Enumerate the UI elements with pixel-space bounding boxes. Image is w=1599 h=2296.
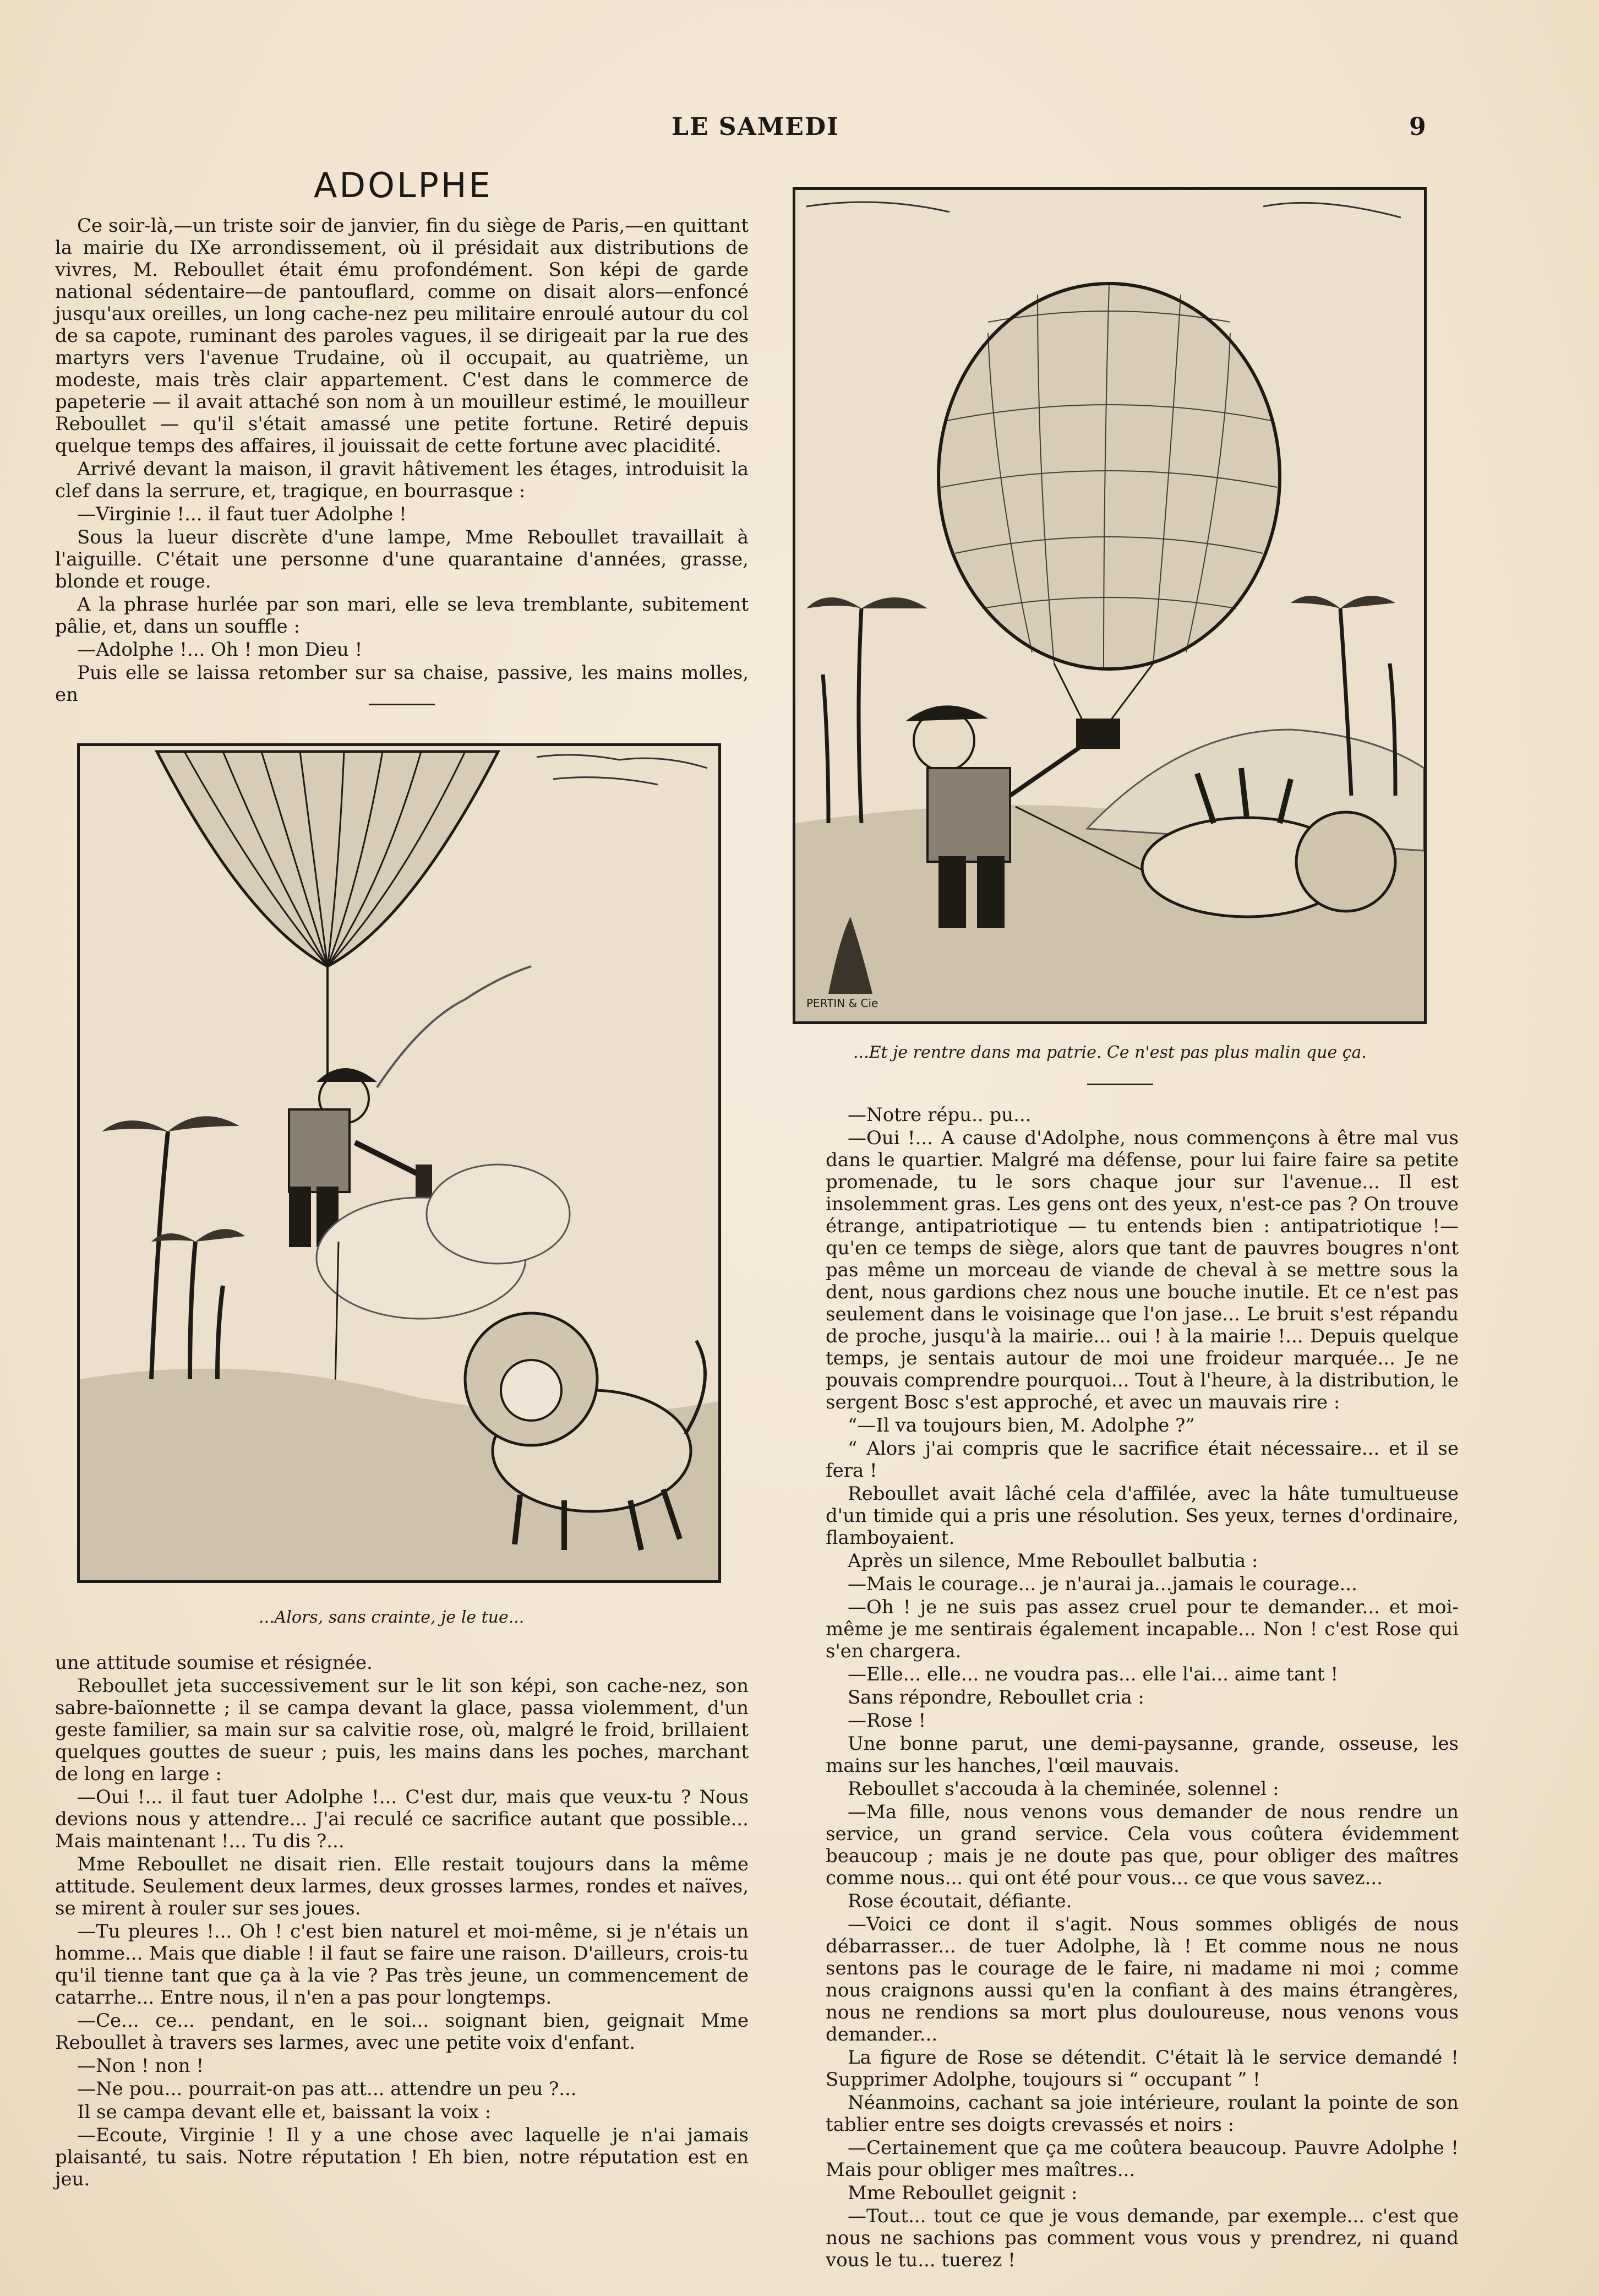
balloon-lion-drawing (80, 746, 718, 1580)
paragraph: Arrivé devant la maison, il gravit hâtivement les étages, introduisit la clef dans la serrure, et, tragique, en bourrasque : (55, 458, 749, 502)
paragraph: La figure de Rose se détendit. C'était là le service demandé ! Supprimer Adolphe, toujours si “ occupant ” ! (826, 2047, 1459, 2091)
running-head: LE SAMEDI (672, 113, 839, 141)
paragraph: une attitude soumise et résignée. (55, 1652, 373, 1674)
paragraph: —Rose ! (848, 1710, 926, 1732)
balloon-dead-lion-drawing (795, 190, 1424, 1021)
paragraph: —Oui !... il faut tuer Adolphe !... C'est dur, mais que veux-tu ? Nous devions nous y attendre... J'ai reculé ce sacrifice autant que possible... Mais maintenant !... Tu dis ?... (55, 1786, 749, 1852)
paragraph: —Oh ! je ne suis pas assez cruel pour te demander... et moi-même je me sentirais également incapable... Non ! c'est Rose qui s'en chargera. (826, 1596, 1459, 1662)
paragraph: Ce soir-là,—un triste soir de janvier, fin du siège de Paris,—en quittant la mairie du IXe arrondissement, où il présidait aux distributions de vivres, M. Reboullet était ému profondément. Son képi de garde national sédentaire—de pantouflard, comme on disait alors—enfoncé jusqu'aux oreilles, un long cache-nez peu militaire enroulé autour du col de sa capote, ruminant des paroles vagues, il se dirigeait par la rue des martyrs vers l'avenue Trudaine, où il occupait, au quatrième, un modeste, mais très clair appartement. C'est dans le commerce de papeterie — il avait attaché son nom à un mouilleur estimé, le mouilleur Reboullet — qu'il s'était amassé une petite fortune. Retiré depuis quelque temps des affaires, il jouissait de cette fortune avec placidité. (55, 215, 749, 457)
paragraph: Reboullet avait lâché cela d'affilée, avec la hâte tumultueuse d'un timide qui a pris une résolution. Ses yeux, ternes d'ordinaire, flamboyaient. (826, 1483, 1459, 1549)
section-rule (1087, 1084, 1153, 1085)
paragraph: Une bonne parut, une demi-paysanne, grande, osseuse, les mains sur les hanches, l'œil mauvais. (826, 1733, 1459, 1777)
paragraph: —Ce... ce... pendant, en le soi... soignant bien, geignait Mme Reboullet à travers ses larmes, avec une petite voix d'enfant. (55, 2010, 749, 2054)
paragraph: Mme Reboullet ne disait rien. Elle restait toujours dans la même attitude. Seulement deux larmes, deux grosses larmes, rondes et naïves, se mirent à rouler sur ses joues. (55, 1853, 749, 1919)
paragraph: —Certainement que ça me coûtera beaucoup. Pauvre Adolphe ! Mais pour obliger mes maîtres... (826, 2137, 1459, 2181)
paragraph: —Elle... elle... ne voudra pas... elle l'ai... aime tant ! (848, 1663, 1339, 1685)
paragraph: “—Il va toujours bien, M. Adolphe ?” (848, 1414, 1195, 1437)
paragraph: —Ecoute, Virginie ! Il y a une chose avec laquelle je n'ai jamais plaisanté, tu sais. Notre réputation ! Eh bien, notre réputation est en jeu. (55, 2124, 749, 2190)
paragraph: “ Alors j'ai compris que le sacrifice était nécessaire... et il se fera ! (826, 1438, 1459, 1482)
paragraph: —Oui !... A cause d'Adolphe, nous commençons à être mal vus dans le quartier. Malgré ma défense, pour lui faire faire sa petite promenade, tu le sors chaque jour sur l'avenue... Il est insolemment gras. Les gens ont des yeux, n'est-ce pas ? On trouve étrange, antipatriotique — tu entends bien : antipatriotique !—qu'en ce temps de siège, alors que tant de pauvres bougres n'ont pas même un morceau de viande de cheval à se mettre sous la dent, nous gardions chez nous une bouche inutile. Et ce n'est pas seulement dans le voisinage que l'on jase... Le bruit s'est répandu de proche, jusqu'à la mairie... oui ! à la mairie !... Depuis quelque temps, je sentais autour de moi une froideur marquée... Je ne pouvais comprendre pourquoi... Tout à l'heure, à la distribution, le sergent Bosc s'est approché, et avec un mauvais rire : (826, 1127, 1459, 1413)
paragraph: Rose écoutait, défiante. (848, 1890, 1072, 1912)
illustration-caption: ...Et je rentre dans ma patrie. Ce n'est pas plus malin que ça. (853, 1043, 1367, 1062)
illustration-balloon-lion-shooting (77, 743, 721, 1583)
paragraph: —Tout... tout ce que je vous demande, par exemple... c'est que nous ne sachions pas comment vous vous y prendrez, ni quand vous le tu... tuerez ! (826, 2205, 1459, 2271)
paragraph: Sans répondre, Reboullet cria : (848, 1686, 1144, 1709)
paragraph: —Virginie !... il faut tuer Adolphe ! (77, 503, 407, 525)
paragraph: —Tu pleures !... Oh ! c'est bien naturel et moi-même, si je n'étais un homme... Mais que diable ! il faut se faire une raison. D'ailleurs, crois-tu qu'il tienne tant que ça à la vie ? Pas très jeune, un commencement de catarrhe... Entre nous, il n'en a pas pour longtemps. (55, 1920, 749, 2009)
story-title: ADOLPHE (314, 165, 493, 205)
paragraph: —Mais le courage... je n'aurai ja...jamais le courage... (848, 1573, 1357, 1595)
page-header (66, 113, 1442, 146)
paragraph: Après un silence, Mme Reboullet balbutia : (848, 1550, 1258, 1572)
paragraph: Il se campa devant elle et, baissant la voix : (77, 2101, 492, 2123)
illustrator-signature: PERTIN & Cie (806, 997, 878, 1010)
right-column-bottom (826, 1104, 1459, 2272)
page-number: 9 (1409, 113, 1426, 141)
paragraph: Reboullet s'accouda à la cheminée, solennel : (848, 1778, 1279, 1800)
illustration-balloon-lion-dragging (793, 187, 1427, 1024)
left-column-bottom (55, 1652, 749, 2191)
illustration-caption: ...Alors, sans crainte, je le tue... (259, 1608, 525, 1627)
paragraph: —Adolphe !... Oh ! mon Dieu ! (77, 639, 363, 661)
paragraph: Mme Reboullet geignit : (848, 2182, 1078, 2204)
paragraph: A la phrase hurlée par son mari, elle se leva tremblante, subitement pâlie, et, dans un souffle : (55, 594, 749, 638)
paragraph: Néanmoins, cachant sa joie intérieure, roulant la pointe de son tablier entre ses doigts crevassés et noirs : (826, 2092, 1459, 2136)
section-rule (369, 704, 435, 705)
paragraph: —Non ! non ! (77, 2055, 204, 2077)
paragraph: —Voici ce dont il s'agit. Nous sommes obligés de nous débarrasser... de tuer Adolphe, là ! Et comme nous ne nous sentons pas le courage de le faire, ni madame ni moi ; comme nous craignons aussi qu'en la confiant à des mains étrangères, nous ne rendions sa mort plus douloureuse, nous venons vous demander... (826, 1913, 1459, 2045)
paragraph: Sous la lueur discrète d'une lampe, Mme Reboullet travaillait à l'aiguille. C'était une personne d'une quarantaine d'années, grasse, blonde et rouge. (55, 526, 749, 592)
paragraph: —Ma fille, nous venons vous demander de nous rendre un service, un grand service. Cela vous coûtera évidemment beaucoup ; mais je ne doute pas que, pour obliger des maîtres comme nous... qui ont été pour vous... ce que vous savez... (826, 1801, 1459, 1889)
paragraph: —Notre répu.. pu... (848, 1104, 1032, 1126)
paragraph: —Ne pou... pourrait-on pas att... attendre un peu ?... (77, 2078, 577, 2100)
left-column-top (55, 215, 749, 707)
paragraph: Puis elle se laissa retomber sur sa chaise, passive, les mains molles, en (55, 662, 749, 706)
paragraph: Reboullet jeta successivement sur le lit son képi, son cache-nez, son sabre-baïonnette ; il se campa devant la glace, passa violemment, d'un geste familier, sa main sur sa calvitie rose, où, malgré le froid, brillaient quelques gouttes de sueur ; puis, les mains dans les poches, marchant de long en large : (55, 1675, 749, 1785)
